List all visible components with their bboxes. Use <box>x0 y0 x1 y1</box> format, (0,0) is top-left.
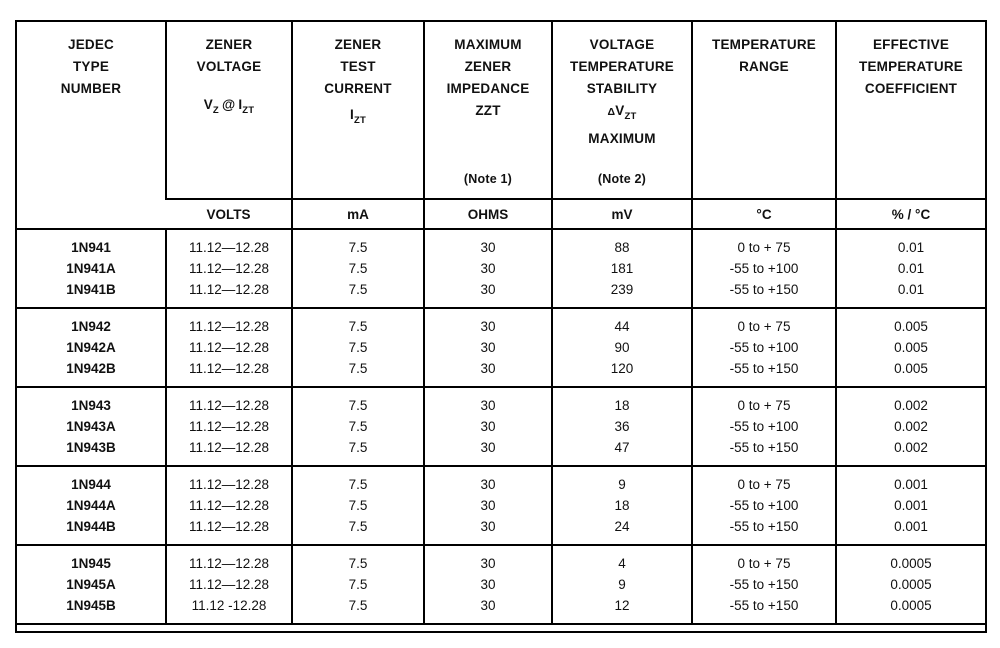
data-cell: 30 <box>424 545 552 574</box>
table-row <box>16 387 986 416</box>
data-cell: 30 <box>424 595 552 624</box>
data-cell: 0.0005 <box>836 545 986 574</box>
header-text: VOLTAGE <box>589 37 655 52</box>
data-cell: -55 to +150 <box>692 516 836 545</box>
data-cell: -55 to +150 <box>692 595 836 624</box>
data-cell: 11.12—12.28 <box>166 387 292 416</box>
data-cell: -55 to +150 <box>692 358 836 387</box>
header-effective-temp-coefficient <box>836 21 986 199</box>
header-text: IMPEDANCE <box>446 81 530 96</box>
data-cell: 0.01 <box>836 279 986 308</box>
data-cell: 18 <box>552 387 692 416</box>
footer-strip <box>16 624 986 632</box>
header-zener-test-current <box>292 21 424 199</box>
header-text: TEMPERATURE <box>570 59 674 74</box>
note-2-ref: (Note 2) <box>597 172 647 186</box>
table-row <box>16 437 986 466</box>
header-zener-voltage <box>166 21 292 199</box>
data-cell: 11.12—12.28 <box>166 416 292 437</box>
data-cell: 11.12—12.28 <box>166 358 292 387</box>
type-number-cell: 1N943 <box>16 387 166 416</box>
data-cell: 0 to + 75 <box>692 466 836 495</box>
data-cell: 11.12—12.28 <box>166 337 292 358</box>
data-cell: 30 <box>424 229 552 258</box>
izt-symbol: $I_{ZT}$ <box>350 107 366 126</box>
data-cell: 7.5 <box>292 279 424 308</box>
table-row <box>16 229 986 258</box>
data-cell: 30 <box>424 337 552 358</box>
data-cell: 0 to + 75 <box>692 308 836 337</box>
data-cell: 30 <box>424 437 552 466</box>
type-number-cell: 1N942 <box>16 308 166 337</box>
unit-percent-per-celsius: % / °C <box>836 199 986 229</box>
header-text: COEFFICIENT <box>864 81 958 96</box>
data-cell: 11.12—12.28 <box>166 466 292 495</box>
note-1-ref: (Note 1) <box>463 172 513 186</box>
data-cell: 30 <box>424 358 552 387</box>
unit-volts: VOLTS <box>166 199 292 229</box>
data-cell: 0.002 <box>836 437 986 466</box>
table-row <box>16 416 986 437</box>
header-text: ZZT <box>475 103 501 118</box>
unit-celsius: °C <box>692 199 836 229</box>
table-row <box>16 574 986 595</box>
data-cell: 11.12—12.28 <box>166 229 292 258</box>
data-cell: -55 to +100 <box>692 416 836 437</box>
data-cell: 181 <box>552 258 692 279</box>
data-cell: 0.005 <box>836 358 986 387</box>
data-cell: 18 <box>552 495 692 516</box>
data-cell: 9 <box>552 574 692 595</box>
data-cell: 7.5 <box>292 229 424 258</box>
data-cell: 30 <box>424 516 552 545</box>
data-cell: 47 <box>552 437 692 466</box>
data-cell: 90 <box>552 337 692 358</box>
data-cell: 7.5 <box>292 387 424 416</box>
data-cell: 30 <box>424 387 552 416</box>
data-cell: 12 <box>552 595 692 624</box>
data-cell: 0.001 <box>836 495 986 516</box>
header-text: ZENER <box>205 37 253 52</box>
data-cell: 88 <box>552 229 692 258</box>
data-cell: 7.5 <box>292 516 424 545</box>
table-row <box>16 495 986 516</box>
type-number-cell: 1N941 <box>16 229 166 258</box>
unit-ohms: OHMS <box>424 199 552 229</box>
header-text: VOLTAGE <box>196 59 262 74</box>
data-cell: 0.0005 <box>836 595 986 624</box>
data-cell: -55 to +100 <box>692 258 836 279</box>
data-cell: -55 to +100 <box>692 337 836 358</box>
data-cell: 0.01 <box>836 229 986 258</box>
table-row <box>16 595 986 624</box>
data-cell: 30 <box>424 279 552 308</box>
data-cell: 0.005 <box>836 337 986 358</box>
header-max-zener-impedance <box>424 21 552 199</box>
data-cell: 7.5 <box>292 337 424 358</box>
data-cell: 0.01 <box>836 258 986 279</box>
type-number-cell: 1N944B <box>66 519 116 534</box>
header-text: MAXIMUM <box>454 37 522 52</box>
data-cell: -55 to +100 <box>692 495 836 516</box>
type-number-cell: 1N941A <box>66 261 116 276</box>
header-text: EFFECTIVE <box>872 37 950 52</box>
table-row <box>16 279 986 308</box>
table-row <box>16 516 986 545</box>
data-cell: 7.5 <box>292 545 424 574</box>
header-text: ZENER <box>464 59 512 74</box>
data-cell: 0 to + 75 <box>692 387 836 416</box>
table-body <box>16 229 986 624</box>
data-cell: 7.5 <box>292 595 424 624</box>
data-cell: 7.5 <box>292 466 424 495</box>
data-cell: 30 <box>424 574 552 595</box>
data-cell: 0 to + 75 <box>692 229 836 258</box>
data-cell: 30 <box>424 466 552 495</box>
table-row <box>16 466 986 495</box>
unit-ma: mA <box>292 199 424 229</box>
table-row <box>16 308 986 337</box>
type-number-cell: 1N945B <box>66 598 116 613</box>
data-cell: 0.002 <box>836 416 986 437</box>
data-cell: 11.12—12.28 <box>166 545 292 574</box>
header-jedec-type-number <box>16 21 166 229</box>
header-text: ZENER <box>334 37 382 52</box>
data-cell: 30 <box>424 308 552 337</box>
data-cell: 0.002 <box>836 387 986 416</box>
data-cell: -55 to +150 <box>692 574 836 595</box>
header-temperature-range <box>692 21 836 199</box>
data-cell: 7.5 <box>292 416 424 437</box>
type-number-cell: 1N945 <box>16 545 166 574</box>
data-cell: 7.5 <box>292 258 424 279</box>
header-text: JEDEC <box>67 37 114 52</box>
data-cell: 0.001 <box>836 466 986 495</box>
header-voltage-temp-stability <box>552 21 692 199</box>
footer-strip-cell <box>16 624 986 632</box>
type-number-cell: 1N943A <box>66 419 116 434</box>
data-cell: -55 to +150 <box>692 279 836 308</box>
data-cell: 11.12—12.28 <box>166 516 292 545</box>
data-cell: 0 to + 75 <box>692 545 836 574</box>
type-number-cell: 1N942B <box>66 361 116 376</box>
data-cell: 30 <box>424 258 552 279</box>
header-text: MAXIMUM <box>588 131 656 146</box>
header-text: STABILITY <box>586 81 658 96</box>
table-row <box>16 258 986 279</box>
table-row <box>16 545 986 574</box>
header-text: TEMPERATURE <box>712 37 816 52</box>
data-cell: 0.001 <box>836 516 986 545</box>
type-number-cell: 1N943B <box>66 440 116 455</box>
data-cell: 24 <box>552 516 692 545</box>
data-cell: 11.12 -12.28 <box>166 595 292 624</box>
data-cell: 7.5 <box>292 437 424 466</box>
table-head <box>16 21 986 229</box>
table-row <box>16 337 986 358</box>
data-cell: 7.5 <box>292 495 424 516</box>
header-text: TEST <box>340 59 376 74</box>
header-text: RANGE <box>739 59 789 74</box>
data-cell: 9 <box>552 466 692 495</box>
data-cell: 11.12—12.28 <box>166 258 292 279</box>
data-cell: 0.005 <box>836 308 986 337</box>
type-number-cell: 1N944A <box>66 498 116 513</box>
type-number-cell: 1N944 <box>16 466 166 495</box>
header-text: CURRENT <box>324 81 392 96</box>
type-number-cell: 1N941B <box>66 282 116 297</box>
header-text: TYPE <box>72 59 110 74</box>
table-row <box>16 358 986 387</box>
data-cell: 239 <box>552 279 692 308</box>
data-cell: 7.5 <box>292 308 424 337</box>
data-cell: 11.12—12.28 <box>166 437 292 466</box>
data-cell: 0.0005 <box>836 574 986 595</box>
data-cell: 11.12—12.28 <box>166 574 292 595</box>
type-number-cell: 1N942A <box>66 340 116 355</box>
unit-mv: mV <box>552 199 692 229</box>
data-cell: 30 <box>424 495 552 516</box>
data-cell: 120 <box>552 358 692 387</box>
header-text: NUMBER <box>60 81 122 96</box>
data-cell: 4 <box>552 545 692 574</box>
data-cell: 7.5 <box>292 358 424 387</box>
data-cell: 11.12—12.28 <box>166 308 292 337</box>
data-cell: 36 <box>552 416 692 437</box>
header-row <box>16 21 986 199</box>
type-number-cell: 1N945A <box>66 577 116 592</box>
data-cell: 11.12—12.28 <box>166 279 292 308</box>
delta-vzt-symbol: $\Delta V_{ZT}$ <box>607 103 637 122</box>
header-text: TEMPERATURE <box>859 59 963 74</box>
data-cell: 30 <box>424 416 552 437</box>
data-cell: 44 <box>552 308 692 337</box>
zener-spec-table <box>15 20 987 633</box>
data-cell: 11.12—12.28 <box>166 495 292 516</box>
data-cell: -55 to +150 <box>692 437 836 466</box>
vz-at-izt-symbol: $V_Z$ @ $I_{ZT}$ <box>203 97 255 116</box>
data-cell: 7.5 <box>292 574 424 595</box>
